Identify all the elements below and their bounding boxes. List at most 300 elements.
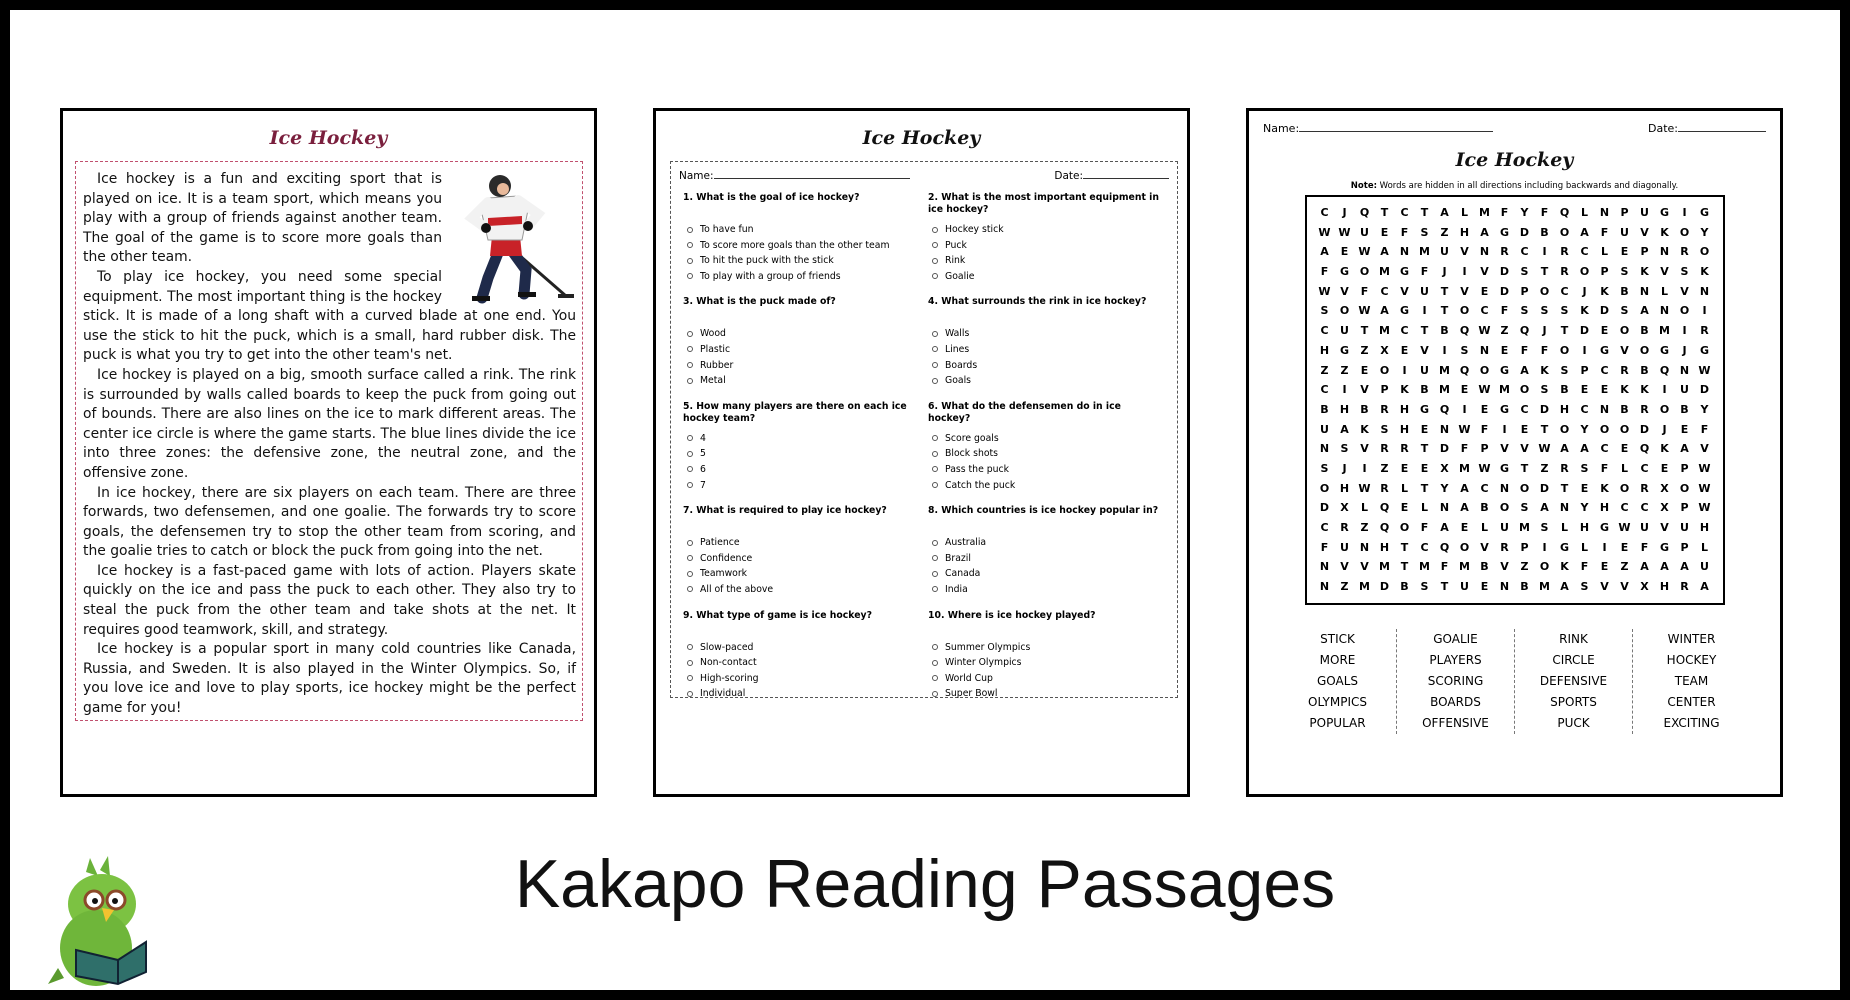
grid-letter: F [1520,343,1529,357]
grid-letter: M [1459,560,1470,574]
quiz-options [928,326,1165,388]
grid-letter: D [1579,324,1590,338]
grid-letter: B [1480,501,1489,515]
quiz-option[interactable]: Plastic [687,342,920,358]
grid-letter: U [1320,422,1329,436]
grid-letter: O [1619,324,1630,338]
quiz-option[interactable]: Wood [687,326,920,342]
grid-letter: B [1420,383,1429,397]
quiz-option[interactable]: To play with a group of friends [687,269,920,285]
quiz-box [670,161,1178,698]
grid-letter: U [1640,206,1649,219]
grid-letter: M [1439,363,1450,377]
grid-letter: O [1359,265,1370,279]
ws-note-text: Words are hidden in all directions including backwards and diagonally. [1376,181,1679,191]
grid-letter: H [1379,540,1390,554]
quiz-option[interactable]: Canada [932,566,1165,582]
grid-letter: R [1500,540,1509,554]
word-item: GOALS [1316,673,1359,688]
grid-letter: F [1580,560,1589,574]
grid-letter: Q [1639,442,1650,456]
grid-letter: Z [1440,225,1449,239]
grid-letter: Z [1340,580,1349,594]
quiz-question-text: 5. How many players are there on each ice hockey team? [683,400,907,424]
quiz-options [928,640,1165,702]
quiz-option[interactable]: Confidence [687,551,920,567]
grid-letter: C [1400,206,1409,219]
grid-letter: G [1499,461,1510,475]
grid-letter: J [1342,461,1347,475]
grid-letter: K [1620,383,1629,397]
grid-letter: C [1320,324,1329,338]
grid-letter: Q [1379,501,1390,515]
quiz-options [683,222,920,284]
quiz-option[interactable]: Rink [932,253,1165,269]
passage-box [75,161,583,721]
grid-letter: V [1460,284,1469,298]
grid-letter: Y [1580,501,1589,515]
quiz-option[interactable]: Goalie [932,269,1165,285]
grid-letter: U [1420,363,1429,377]
grid-letter: I [1542,540,1547,554]
grid-letter: I [1402,363,1407,377]
grid-letter: X [1380,343,1389,357]
grid-letter: W [1338,225,1351,239]
grid-letter: D [1499,284,1510,298]
word-item: TEAM [1674,673,1709,688]
grid-letter: J [1542,324,1547,338]
grid-letter: Q [1379,521,1390,534]
quiz-option[interactable]: Pass the puck [932,462,1165,478]
quiz-options [928,535,1165,597]
quiz-option[interactable]: Hockey stick [932,222,1165,238]
grid-letter: W [1318,284,1331,298]
grid-letter: I [1462,402,1467,416]
grid-letter: S [1540,521,1549,534]
grid-letter: E [1360,363,1369,377]
quiz-option[interactable]: To hit the puck with the stick [687,253,920,269]
grid-letter: I [1682,206,1687,219]
quiz-option[interactable]: Summer Olympics [932,640,1165,656]
grid-letter: B [1620,284,1629,298]
grid-letter: V [1680,284,1689,298]
quiz-option[interactable]: To have fun [687,222,920,238]
quiz-left-column [679,192,924,714]
quiz-option[interactable]: Metal [687,373,920,389]
grid-letter: I [1602,540,1607,554]
grid-letter: G [1659,206,1670,219]
grid-letter: R [1380,402,1389,416]
ws-letter-grid [1315,203,1715,597]
grid-letter: T [1420,481,1429,495]
quiz-question-text: 3. What is the puck made of? [683,296,836,308]
grid-letter: J [1682,343,1687,357]
grid-letter: I [1662,383,1667,397]
quiz-question [683,296,920,388]
quiz-option[interactable]: Score goals [932,431,1165,447]
grid-letter: C [1380,284,1389,298]
grid-letter: R [1560,245,1569,259]
quiz-option[interactable]: Rubber [687,358,920,374]
grid-letter: N [1599,402,1610,416]
grid-letter: E [1520,422,1529,436]
grid-letter: D [1599,304,1610,318]
grid-letter: A [1380,245,1389,259]
word-item: DEFENSIVE [1539,673,1608,688]
grid-letter: Q [1459,363,1470,377]
grid-letter: G [1659,540,1670,554]
grid-letter: S [1560,304,1569,318]
grid-letter: P [1620,206,1629,219]
grid-letter: J [1582,284,1587,298]
quiz-option[interactable]: India [932,582,1165,598]
quiz-page [653,108,1190,797]
grid-letter: P [1600,265,1609,279]
grid-letter: V [1360,442,1369,456]
grid-letter: T [1360,324,1369,338]
grid-letter: O [1459,540,1470,554]
grid-letter: C [1400,324,1409,338]
quiz-option[interactable]: Super Bowl [932,686,1165,702]
grid-letter: O [1459,304,1470,318]
quiz-question-text: 7. What is required to play ice hockey? [683,505,887,517]
grid-letter: F [1640,540,1649,554]
grid-letter: R [1560,265,1569,279]
grid-letter: U [1440,245,1449,259]
grid-letter: X [1660,501,1669,515]
grid-letter: F [1460,442,1469,456]
quiz-question [683,192,920,284]
grid-letter: Z [1520,560,1529,574]
grid-letter: B [1400,580,1409,594]
grid-letter: N [1319,580,1330,594]
word-item: HOCKEY [1666,652,1717,667]
grid-letter: I [1362,461,1367,475]
grid-letter: H [1339,481,1350,495]
grid-letter: J [1662,422,1667,436]
quiz-name-field [679,168,910,182]
grid-letter: Y [1520,206,1529,219]
grid-letter: F [1700,422,1709,436]
grid-letter: I [1542,245,1547,259]
grid-letter: O [1539,560,1550,574]
grid-letter: O [1599,422,1610,436]
grid-letter: V [1340,560,1349,574]
grid-letter: S [1540,383,1549,397]
quiz-options [683,640,920,702]
grid-letter: E [1420,422,1429,436]
word-item: POPULAR [1309,715,1366,730]
quiz-option[interactable]: Winter Olympics [932,655,1165,671]
grid-letter: I [1422,304,1427,318]
grid-letter: K [1640,265,1649,279]
grid-letter: O [1679,481,1690,495]
quiz-option[interactable]: Patience [687,535,920,551]
grid-letter: N [1439,422,1450,436]
grid-letter: R [1500,245,1509,259]
grid-letter: C [1320,383,1329,397]
grid-letter: L [1480,521,1488,534]
grid-letter: V [1420,343,1429,357]
grid-letter: A [1660,560,1669,574]
grid-letter: E [1480,402,1489,416]
word-item: WINTER [1667,631,1716,646]
quiz-option[interactable]: 7 [687,478,920,494]
grid-letter: K [1580,304,1589,318]
ws-name-field [1263,121,1493,135]
grid-letter: T [1540,265,1549,279]
grid-letter: K [1640,383,1649,397]
grid-letter: O [1679,304,1690,318]
grid-letter: C [1580,402,1589,416]
grid-letter: F [1420,265,1429,279]
grid-letter: V [1480,265,1489,279]
grid-letter: A [1680,560,1689,574]
grid-letter: A [1640,560,1649,574]
grid-letter: V [1600,580,1609,594]
grid-letter: A [1340,422,1349,436]
grid-letter: H [1699,521,1710,534]
grid-letter: N [1499,481,1510,495]
grid-letter: W [1618,521,1631,534]
grid-letter: I [1702,304,1707,318]
quiz-option[interactable]: Teamwork [687,566,920,582]
quiz-option[interactable]: Brazil [932,551,1165,567]
grid-letter: C [1620,501,1629,515]
grid-letter: U [1340,540,1349,554]
grid-letter: U [1360,225,1369,239]
quiz-option[interactable]: 5 [687,446,920,462]
grid-letter: C [1520,402,1529,416]
quiz-option[interactable]: Boards [932,358,1165,374]
word-column [1397,629,1515,734]
passage-paragraph-4: In ice hockey, there are six players on each team. There are three forwards, two defensemen, and one goalie. The forwards try to score goals, the defensemen try to stop the other team from scoring, and the goalie tries to catch or block the puck from going into the net. [83,484,576,560]
grid-letter: U [1340,324,1349,338]
grid-letter: T [1560,324,1569,338]
quiz-name-date-row [679,168,1169,182]
hockey-player-illustration [448,170,576,306]
grid-letter: S [1560,363,1569,377]
quiz-option[interactable]: All of the above [687,582,920,598]
grid-letter: O [1619,481,1630,495]
grid-letter: S [1520,265,1529,279]
grid-letter: S [1580,580,1589,594]
grid-letter: E [1340,245,1349,259]
ws-title: Ice Hockey [1455,149,1574,171]
grid-letter: Z [1320,363,1329,377]
quiz-option[interactable]: Individual [687,686,920,702]
grid-letter: Q [1459,324,1470,338]
grid-letter: A [1440,206,1449,219]
grid-letter: C [1580,245,1589,259]
quiz-question-text: 10. Where is ice hockey played? [928,609,1096,621]
grid-letter: L [1620,461,1628,475]
quiz-date-label: Date: [1054,170,1083,182]
grid-letter: D [1539,481,1550,495]
grid-letter: A [1700,580,1709,594]
grid-letter: L [1700,540,1708,554]
grid-letter: Y [1700,225,1709,239]
quiz-option[interactable]: Australia [932,535,1165,551]
grid-letter: N [1359,540,1370,554]
word-item: OLYMPICS [1308,694,1367,709]
grid-letter: A [1580,225,1589,239]
grid-letter: S [1620,265,1629,279]
quiz-question-text: 4. What surrounds the rink in ice hockey? [928,296,1147,308]
grid-letter: S [1680,265,1689,279]
grid-letter: F [1420,521,1429,534]
quiz-option[interactable]: Slow-paced [687,640,920,656]
grid-letter: G [1399,265,1410,279]
grid-letter: F [1500,206,1509,219]
quiz-option[interactable]: Catch the puck [932,478,1165,494]
quiz-option[interactable]: Walls [932,326,1165,342]
quiz-question [928,296,1165,388]
quiz-option[interactable]: Block shots [932,446,1165,462]
grid-letter: V [1660,521,1669,534]
quiz-option[interactable]: Goals [932,373,1165,389]
quiz-option[interactable]: World Cup [932,671,1165,687]
grid-letter: M [1379,265,1390,279]
grid-letter: W [1538,442,1551,456]
grid-letter: U [1680,521,1689,534]
grid-letter: P [1680,461,1689,475]
grid-letter: O [1559,343,1570,357]
grid-letter: L [1560,521,1568,534]
grid-letter: H [1399,422,1410,436]
grid-letter: H [1599,501,1610,515]
grid-letter: O [1679,225,1690,239]
grid-letter: E [1600,324,1609,338]
grid-letter: P [1480,442,1489,456]
grid-letter: C [1320,521,1329,534]
word-item: SPORTS [1550,694,1597,709]
grid-letter: W [1358,245,1371,259]
quiz-option[interactable]: Non-contact [687,655,920,671]
grid-letter: Y [1440,481,1449,495]
word-item: RINK [1559,631,1588,646]
grid-letter: V [1640,225,1649,239]
grid-letter: L [1660,284,1668,298]
ws-grid-box [1305,195,1725,605]
grid-letter: W [1358,304,1371,318]
grid-letter: O [1519,383,1530,397]
grid-letter: M [1659,324,1670,338]
grid-letter: M [1499,383,1510,397]
quiz-option[interactable]: 4 [687,431,920,447]
quiz-option[interactable]: 6 [687,462,920,478]
grid-letter: R [1640,481,1649,495]
grid-letter: I [1342,383,1347,397]
passage-paragraph-5: Ice hockey is a fast-paced game with lots of action. Players skate quickly on the ice and pass the puck to each other. They also try to steal the puck from the other team and take shots at the net. It requires good teamwork, skill, and strategy. [83,562,576,638]
grid-letter: Z [1360,343,1369,357]
grid-letter: Y [1580,422,1589,436]
quiz-option[interactable]: Lines [932,342,1165,358]
quiz-option[interactable]: To score more goals than the other team [687,238,920,254]
grid-letter: C [1600,442,1609,456]
grid-letter: N [1479,343,1490,357]
grid-letter: G [1659,343,1670,357]
grid-letter: O [1639,343,1650,357]
grid-letter: C [1640,461,1649,475]
grid-letter: V [1700,442,1709,456]
word-item: CENTER [1667,694,1716,709]
grid-letter: P [1680,501,1689,515]
grid-letter: S [1520,304,1529,318]
grid-letter: S [1340,442,1349,456]
grid-letter: G [1699,343,1710,357]
grid-letter: D [1319,501,1330,515]
grid-letter: H [1319,343,1330,357]
grid-letter: S [1540,304,1549,318]
grid-letter: E [1400,501,1409,515]
grid-letter: E [1660,461,1669,475]
grid-letter: L [1600,245,1608,259]
grid-letter: K [1360,422,1369,436]
passage-paragraph-1: Ice hockey is a fun and exciting sport that is played on ice. It is a team sport, which means you play with a group of friends against another team. The goal of the game is to score more goals than the other team. [83,171,442,266]
ws-date-label: Date: [1648,122,1678,135]
grid-letter: C [1600,363,1609,377]
grid-letter: N [1439,501,1450,515]
grid-letter: V [1520,442,1529,456]
grid-letter: Z [1500,324,1509,338]
grid-letter: W [1478,324,1491,338]
ws-word-list [1279,629,1750,734]
grid-letter: C [1480,304,1489,318]
grid-letter: Q [1439,402,1450,416]
grid-letter: T [1400,540,1409,554]
grid-letter: C [1420,540,1429,554]
grid-letter: D [1699,383,1710,397]
grid-letter: V [1480,540,1489,554]
grid-letter: E [1400,343,1409,357]
quiz-question [683,401,920,493]
grid-letter: O [1579,265,1590,279]
grid-letter: R [1640,402,1649,416]
ws-name-date-row [1263,121,1766,135]
grid-letter: U [1420,284,1429,298]
grid-letter: Q [1439,540,1450,554]
quiz-option[interactable]: Puck [932,238,1165,254]
grid-letter: G [1399,304,1410,318]
grid-letter: G [1419,402,1430,416]
grid-letter: V [1660,265,1669,279]
ws-name-label: Name: [1263,122,1300,135]
preview-frame [10,10,1840,990]
grid-letter: E [1580,481,1589,495]
wordsearch-page [1246,108,1783,797]
grid-letter: E [1500,343,1509,357]
grid-letter: G [1559,540,1570,554]
grid-letter: N [1659,304,1670,318]
word-item: PLAYERS [1429,652,1482,667]
quiz-question-text: 8. Which countries is ice hockey popular in? [928,505,1159,517]
quiz-option[interactable]: High-scoring [687,671,920,687]
grid-letter: C [1560,284,1569,298]
grid-letter: P [1520,284,1529,298]
grid-letter: T [1440,580,1449,594]
grid-letter: F [1600,461,1609,475]
grid-letter: A [1580,442,1589,456]
grid-letter: M [1359,580,1370,594]
grid-letter: F [1400,225,1409,239]
grid-letter: T [1420,206,1429,219]
grid-letter: Q [1359,206,1370,219]
grid-letter: C [1640,501,1649,515]
grid-letter: T [1400,560,1409,574]
grid-letter: W [1458,422,1471,436]
grid-letter: L [1580,540,1588,554]
